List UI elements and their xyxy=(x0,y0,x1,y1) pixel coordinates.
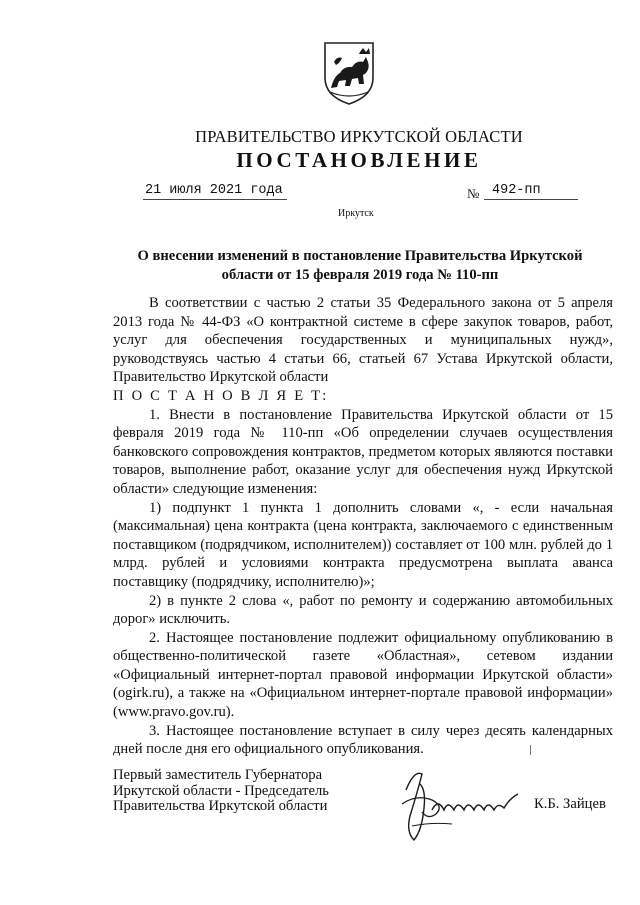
item-3: 3. Настоящее постановление вступает в силу через десять календарных дней после дня его официального опубликования. xyxy=(113,722,613,758)
coat-of-arms-emblem xyxy=(322,40,376,106)
item-2: 2. Настоящее постановление подлежит официальному опубликованию в общественно-политической газете «Областная», сетевом издании «Официальный интернет-портал правовой информации Иркутской области» (ogirk.ru), а также на «Официальном интернет-портале правовой информации» (www.pravo.gov.ru). xyxy=(113,629,613,721)
item-1-subitem-1: 1) подпункт 1 пункта 1 дополнить словами «, - если начальная (максимальная) цена контракта (цена контракта, заключаемого с единственным поставщиком (подрядчиком, исполнителем)) составляет от 100 млн. рублей до 1 млрд. рублей и условиями контракта предусмотрена выплата аванса поставщику (подрядчику, исполнителю)»; xyxy=(113,499,613,590)
signatory-position xyxy=(113,768,329,815)
margin-mark xyxy=(530,745,531,755)
government-name: ПРАВИТЕЛЬСТВО ИРКУТСКОЙ ОБЛАСТИ xyxy=(195,127,523,146)
item-1-subitem-2: 2) в пункте 2 слова «, работ по ремонту и содержанию автомобильных дорог» исключить. xyxy=(113,592,613,628)
signatory-line-3: Правительства Иркутской области xyxy=(113,798,328,814)
signatory-line-2: Иркутской области - Председатель xyxy=(113,782,329,799)
document-title: О внесении изменений в постановление Правительства Иркутской области от 15 февраля 2019 года № 110-пп xyxy=(137,248,583,283)
signatory-name: К.Б. Зайцев xyxy=(534,796,606,812)
document-number: 492-пп xyxy=(484,183,578,200)
decree-word: П О С Т А Н О В Л Я Е Т: xyxy=(113,387,329,404)
item-1: 1. Внести в постановление Правительства Иркутской области от 15 февраля 2019 года № 110-пп «Об определении случаев осуществления банковского сопровождения контрактов, предметом которых являются поставки товаров, выполнение работ, оказание услуг для обеспечения нужд Иркутской области» следующие изменения: xyxy=(113,406,613,497)
document-body xyxy=(113,294,613,759)
handwritten-signature xyxy=(392,760,532,848)
signatory-line-1: Первый заместитель Губернатора xyxy=(113,767,323,783)
document-type: ПОСТАНОВЛЕНИЕ xyxy=(236,148,482,172)
document-date: 21 июля 2021 года xyxy=(143,183,287,200)
number-label: № xyxy=(467,186,480,201)
preamble-paragraph: В соответствии с частью 2 статьи 35 Федерального закона от 5 апреля 2013 года № 44-ФЗ «О контрактной системе в сфере закупок товаров, работ, услуг для обеспечения государственных и муниципальных нужд», руководствуясь частью 4 статьи 66, статьей 67 Устава Иркутской области, Правительство Иркутской области xyxy=(113,295,613,386)
city: Иркутск xyxy=(338,208,374,219)
